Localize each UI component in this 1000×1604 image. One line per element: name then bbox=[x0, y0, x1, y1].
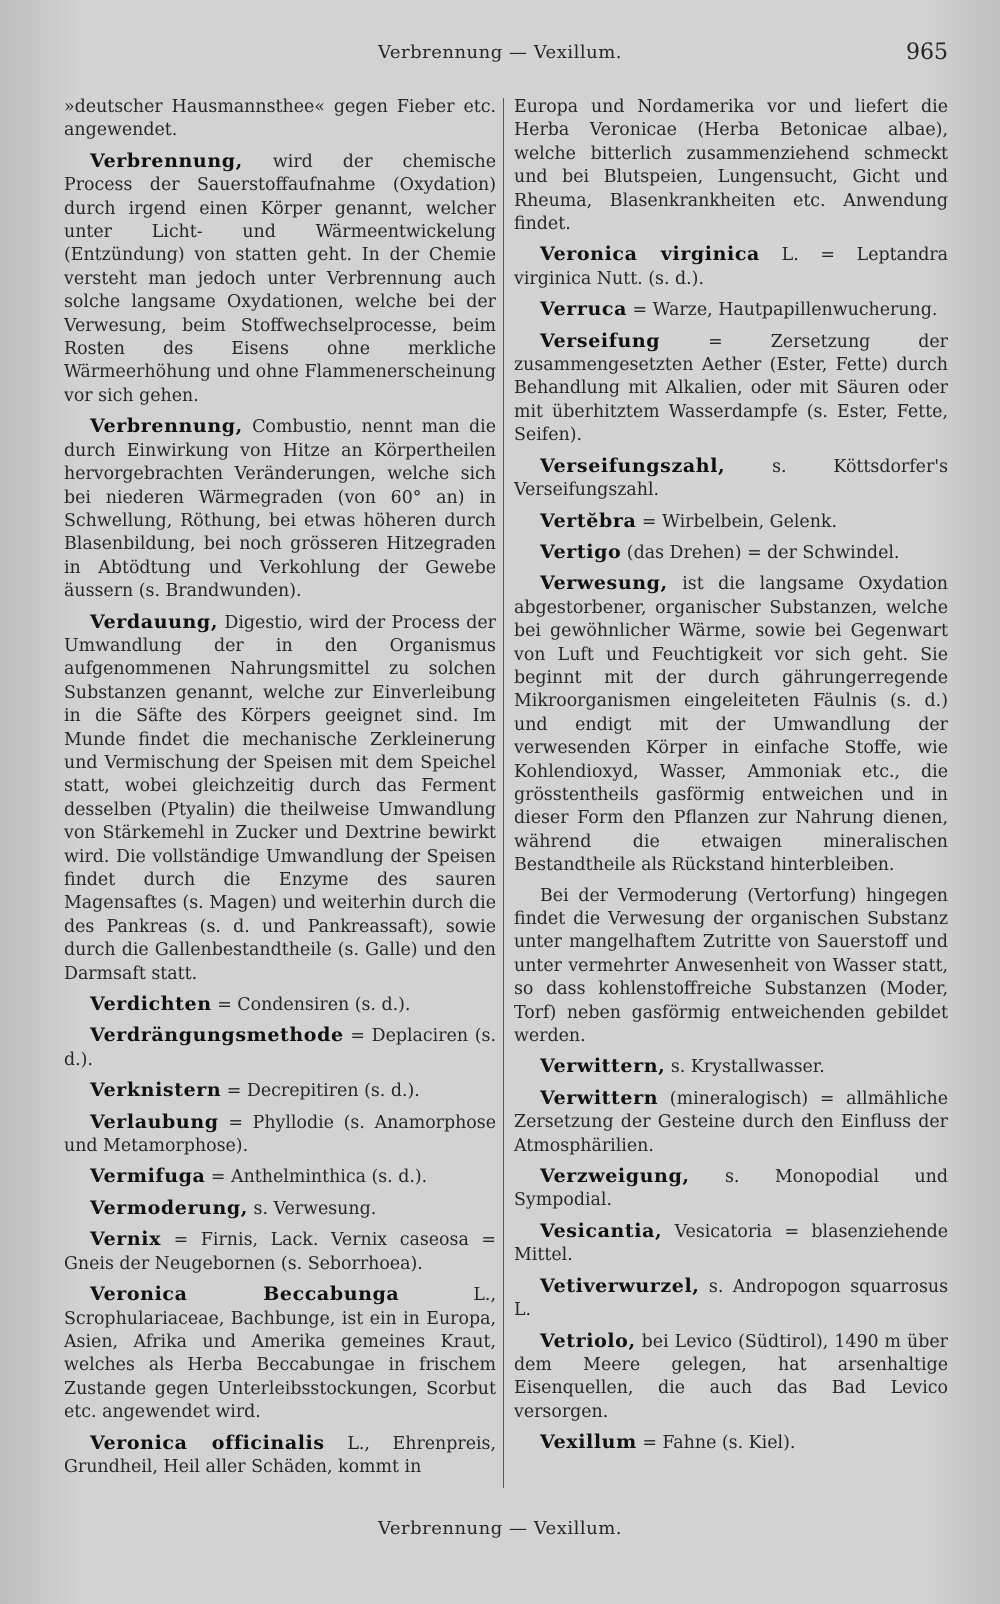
dictionary-entry bbox=[64, 1197, 496, 1221]
dictionary-entry bbox=[514, 1275, 948, 1323]
entry-text: = Zersetzung der zusammengesetzten Aether (Ester, Fette) durch Behandlung mit Alkalien, oder mit Säuren oder mit überhitztem Wasserdampfe (s. Ester, Fette, Seifen). bbox=[514, 331, 948, 446]
entry-headword: Verbrennung, bbox=[90, 149, 243, 172]
dictionary-entry bbox=[64, 611, 496, 987]
entry-headword: Veronica Beccabunga bbox=[90, 1283, 400, 1306]
entry-text: = Deplaciren (s. d.). bbox=[64, 1026, 496, 1070]
dictionary-entry bbox=[514, 298, 948, 322]
dictionary-entry bbox=[514, 510, 948, 534]
dictionary-entry bbox=[64, 150, 496, 408]
entry-headword: Vernix bbox=[90, 1228, 162, 1251]
dictionary-entry bbox=[514, 541, 948, 565]
entry-text: (das Drehen) = der Schwindel. bbox=[621, 542, 900, 563]
dictionary-entry bbox=[514, 885, 948, 1049]
entry-text: L. = Leptandra virginica Nutt. (s. d.). bbox=[514, 245, 949, 289]
entry-text: s. Krystallwasser. bbox=[665, 1057, 825, 1078]
entry-headword: Vexillum bbox=[540, 1431, 637, 1454]
dictionary-entry bbox=[514, 1165, 948, 1213]
entry-text: s. Verwesung. bbox=[248, 1198, 377, 1219]
entry-headword: Vertĕbra bbox=[540, 509, 637, 532]
dictionary-entry bbox=[514, 1330, 948, 1425]
entry-headword: Verseifungszahl, bbox=[540, 454, 726, 477]
entry-text: (mineralogisch) = allmähliche Zersetzung der Gesteine durch den Einfluss der Atmosphärilien. bbox=[514, 1088, 948, 1156]
dictionary-entry bbox=[514, 1055, 948, 1079]
entry-text: bei Levico (Südtirol), 1490 m über dem Meere gelegen, hat arsenhaltige Eisenquellen, die auch das Bad Levico versorgen. bbox=[514, 1331, 948, 1422]
entry-text: Bei der Vermoderung (Vertorfung) hingegen findet die Verwesung der organischen Substanz unter mangelhaftem Zutritte von Sauerstoff und unter vermehrter Anwesenheit von Wasser statt, so dass kohlenstoffreiche Substanzen (Moder, Torf) neben gasförmig entweichenden gebildet werden. bbox=[514, 885, 948, 1047]
dictionary-entry bbox=[64, 415, 496, 603]
dictionary-entry bbox=[514, 455, 948, 503]
dictionary-entry bbox=[64, 1432, 496, 1480]
entry-headword: Vermifuga bbox=[90, 1165, 206, 1188]
entry-headword: Verdichten bbox=[90, 993, 212, 1016]
dictionary-entry bbox=[514, 1087, 948, 1158]
entry-headword: Verwesung, bbox=[540, 572, 668, 595]
dictionary-entry bbox=[514, 1431, 948, 1455]
entry-text: = Decrepitiren (s. d.). bbox=[221, 1081, 420, 1102]
dictionary-entry bbox=[514, 243, 948, 291]
entry-text: = Condensiren (s. d.). bbox=[211, 995, 411, 1016]
dictionary-entry bbox=[514, 96, 948, 236]
entry-text: L., Scrophulariaceae, Bachbunge, ist ein in Europa, Asien, Afrika und Amerika gemeines Kraut, welches als Herba Beccabungae in frischem Zustande gegen Unterleibsstockungen, Scorbut etc. angewendet wird. bbox=[64, 1285, 496, 1423]
entry-headword: Verbrennung, bbox=[90, 415, 243, 438]
entry-headword: Vermoderung, bbox=[90, 1196, 248, 1219]
entry-text: s. Andropogon squarrosus L. bbox=[514, 1276, 948, 1321]
entry-text: s. Köttsdorfer's Verseifungszahl. bbox=[514, 456, 948, 501]
entry-headword: Verwittern, bbox=[540, 1055, 666, 1078]
entry-text: = Firnis, Lack. Vernix caseosa = Gneis der Neugebornen (s. Seborrhoea). bbox=[64, 1230, 496, 1274]
entry-headword: Verseifung bbox=[540, 329, 661, 352]
dictionary-entry bbox=[64, 96, 496, 143]
running-header: Verbrennung — Vexillum. bbox=[377, 42, 623, 63]
entry-headword: Verdauung, bbox=[90, 610, 219, 633]
left-column bbox=[64, 96, 496, 1486]
right-column bbox=[514, 96, 948, 1463]
entry-headword: Vesicantia, bbox=[540, 1219, 663, 1242]
entry-text: L., Ehrenpreis, Grundheil, Heil aller Schäden, kommt in bbox=[64, 1433, 496, 1477]
entry-text: s. Monopodial und Sympodial. bbox=[514, 1167, 948, 1211]
entry-text: = Warze, Hautpapillenwucherung. bbox=[627, 300, 938, 321]
entry-headword: Verwittern bbox=[540, 1086, 659, 1109]
entry-headword: Veronica officinalis bbox=[90, 1431, 325, 1454]
entry-text: = Anthelminthica (s. d.). bbox=[205, 1167, 428, 1188]
dictionary-entry bbox=[514, 1220, 948, 1268]
entry-headword: Veronica virginica bbox=[540, 243, 760, 266]
entry-headword: Vertigo bbox=[540, 540, 622, 563]
entry-text: Combustio, nennt man die durch Einwirkung von Hitze an Körpertheilen hervorgebrachten Veränderungen, welche sich bei niederen Wärmegraden (von 60° an) in Schwellung, Röthung, bei etwas höheren durch Blasenbildung, bei noch grösseren Hitzegraden in Abtödtung und Verkohlung der Gewebe äussern (s. Brandwunden). bbox=[64, 417, 496, 602]
entry-text: wird der chemische Process der Sauerstoffaufnahme (Oxydation) durch irgend einen Körper genannt, welcher unter Licht- und Wärmeentwickelung (Entzündung) von statten geht. In der Chemie versteht man jedoch unter Verbrennung auch solche langsame Oxydationen, welche bei der Verwesung, beim Stoffwechselprocesse, beim Rosten des Eisens ohne merkliche Wärmeerhöhung und ohne Flammenerscheinung vor sich gehen. bbox=[64, 151, 496, 406]
entry-headword: Vetiverwurzel, bbox=[540, 1274, 700, 1297]
column-divider bbox=[503, 98, 504, 1488]
entry-text: = Fahne (s. Kiel). bbox=[636, 1433, 796, 1454]
dictionary-entry bbox=[64, 1165, 496, 1189]
entry-text: = Phyllodie (s. Anamorphose und Metamorphose). bbox=[64, 1112, 496, 1157]
dictionary-entry bbox=[64, 1024, 496, 1072]
entry-text: = Wirbelbein, Gelenk. bbox=[636, 511, 837, 532]
entry-text: ist die langsame Oxydation abgestorbener, organischer Substanzen, welche bei gewöhnlicher Wärme, sowie bei Gegenwart von Luft und Feuchtigkeit vor sich geht. Sie beginnt mit der durch gährungerregende Mikroorganismen eingeleiteten Fäulnis (s. d.) und endigt mit der Umwandlung der verwesenden Körper in einfache Stoffe, wie Kohlendioxyd, Wasser, Ammoniak etc., die grösstentheils gasförmig entweichen und in dieser Form den Pflanzen zur Nahrung dienen, während die etwaigen mineralischen Bestandtheile als Rückstand hinterbleiben. bbox=[514, 574, 948, 876]
entry-text: Vesicatoria = blasenziehende Mittel. bbox=[514, 1221, 948, 1266]
entry-headword: Vetriolo, bbox=[540, 1329, 636, 1352]
entry-text: Digestio, wird der Process der Umwandlung der in den Organismus aufgenommenen Nahrungsmittel zu solchen Substanzen genannt, welche zur Einverleibung in die Säfte des Körpers geeignet sind. Im Munde findet die mechanische Zerkleinerung und Vermischung der Speisen mit dem Speichel statt, wobei gleichzeitig durch das Ferment desselben (Ptyalin) die theilweise Umwandlung von Stärkemehl in Zucker und Dextrine bewirkt wird. Die vollständige Umwandlung der Speisen findet durch die Enzyme des sauren Magensaftes (s. Magen) und weiterhin durch die des Pankreas (s. d. und Pankreassaft), sowie durch die Gallenbestandtheile (s. Galle) und den Darmsaft statt. bbox=[64, 612, 496, 984]
entry-headword: Verdrängungsmethode bbox=[90, 1024, 344, 1047]
dictionary-entry bbox=[64, 993, 496, 1017]
entry-headword: Verknistern bbox=[90, 1079, 222, 1102]
running-footer: Verbrennung — Vexillum. bbox=[377, 1518, 623, 1539]
entry-headword: Verruca bbox=[540, 298, 628, 321]
dictionary-entry bbox=[64, 1228, 496, 1276]
entry-headword: Verzweigung, bbox=[540, 1165, 690, 1188]
entry-text: »deutscher Hausmannsthee« gegen Fieber etc. angewendet. bbox=[64, 97, 496, 141]
dictionary-entry bbox=[64, 1283, 496, 1424]
dictionary-entry bbox=[514, 330, 948, 448]
dictionary-entry bbox=[64, 1079, 496, 1103]
page-number: 965 bbox=[906, 40, 948, 65]
entry-headword: Verlaubung bbox=[90, 1110, 219, 1133]
dictionary-entry bbox=[64, 1111, 496, 1159]
dictionary-entry bbox=[514, 572, 948, 877]
entry-text: Europa und Nordamerika vor und liefert die Herba Veronicae (Herba Betonicae albae), welche bitterlich zusammenziehend schmeckt und bei Blutspeien, Lungensucht, Gicht und Rheuma, Blasenkrankheiten etc. Anwendung findet. bbox=[514, 97, 948, 235]
